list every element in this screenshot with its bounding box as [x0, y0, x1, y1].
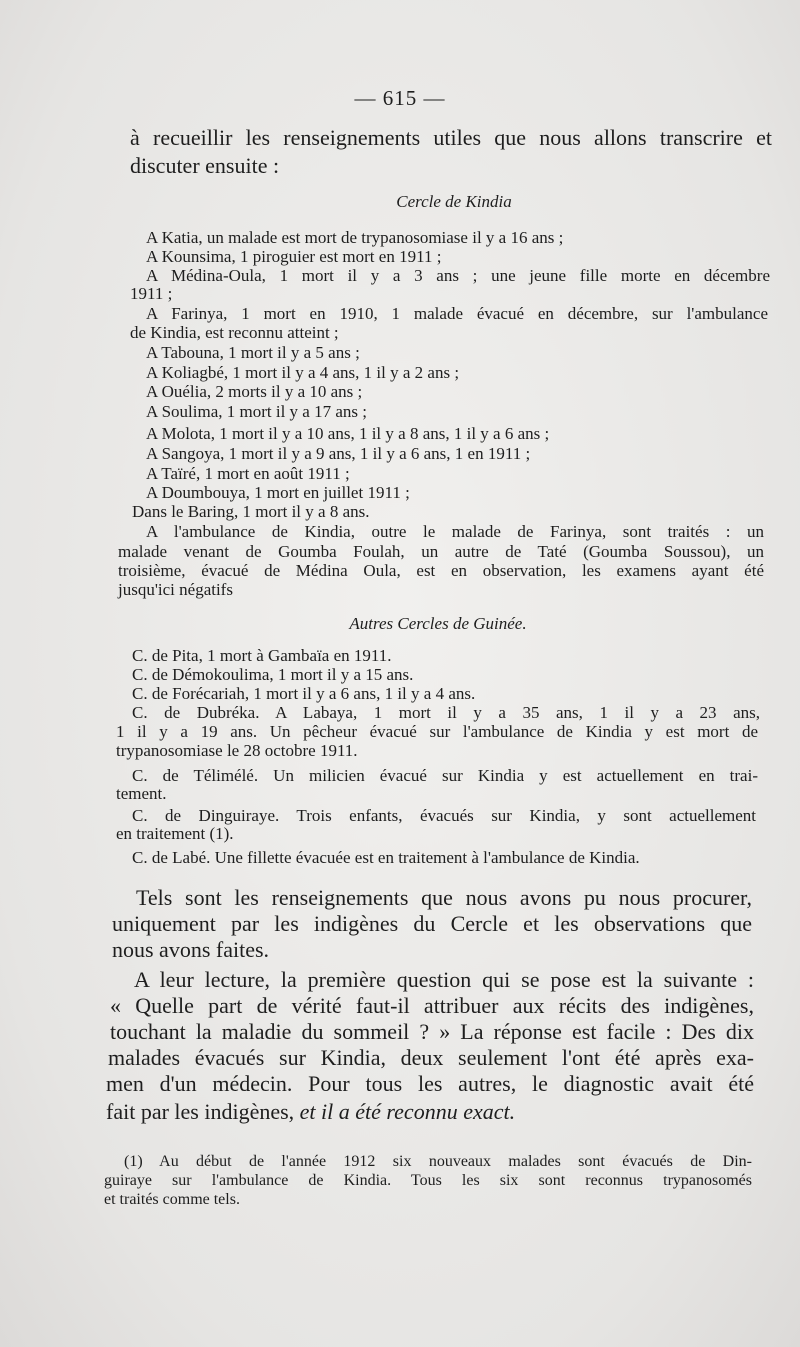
kindia-entry: A l'ambulance de Kindia, outre le malade de Farinya, sont traités : un	[146, 522, 764, 541]
kindia-entry: Dans le Baring, 1 mort il y a 8 ans.	[132, 502, 370, 521]
guinee-entry: C. de Dubréka. A Labaya, 1 mort il y a 35 ans, 1 il y a 23 ans,	[132, 703, 760, 722]
guinee-entry: en traitement (1).	[116, 824, 234, 843]
kindia-entry: A Molota, 1 mort il y a 10 ans, 1 il y a 8 ans, 1 il y a 6 ans ;	[146, 424, 550, 443]
kindia-entry: A Soulima, 1 mort il y a 17 ans ;	[146, 402, 367, 421]
kindia-entry: 1911 ;	[130, 284, 173, 303]
guinee-entry: 1 il y a 19 ans. Un pêcheur évacué sur l'ambulance de Kindia y est mort de	[116, 722, 758, 741]
kindia-entry: A Sangoya, 1 mort il y a 9 ans, 1 il y a 6 ans, 1 en 1911 ;	[146, 444, 531, 463]
page-number: — 615 —	[354, 86, 446, 110]
kindia-entry: A Tabouna, 1 mort il y a 5 ans ;	[146, 343, 360, 362]
section-heading-guinee: Autres Cercles de Guinée.	[349, 614, 527, 633]
body-line: A leur lecture, la première question qui se pose est la suivante :	[134, 967, 754, 992]
kindia-entry: malade venant de Goumba Foulah, un autre de Taté (Goumba Soussou), un	[118, 542, 764, 561]
guinee-entry: C. de Pita, 1 mort à Gambaïa en 1911.	[132, 646, 392, 665]
kindia-entry: A Katia, un malade est mort de trypanosomiase il y a 16 ans ;	[146, 228, 564, 247]
body-line: Tels sont les renseignements que nous avons pu nous procurer,	[136, 885, 752, 910]
guinee-entry: C. de Démokoulima, 1 mort il y a 15 ans.	[132, 665, 414, 684]
guinee-entry: C. de Forécariah, 1 mort il y a 6 ans, 1 il y a 4 ans.	[132, 684, 476, 703]
kindia-entry: jusqu'ici négatifs	[118, 580, 233, 599]
kindia-entry: A Farinya, 1 mort en 1910, 1 malade évacué en décembre, sur l'ambulance	[146, 304, 768, 323]
body-line: malades évacués sur Kindia, deux seulement l'ont été après exa-	[108, 1045, 754, 1070]
kindia-entry: A Doumbouya, 1 mort en juillet 1911 ;	[146, 483, 410, 502]
body-last-line-italic: et il a été reconnu exact.	[299, 1099, 516, 1124]
guinee-entry: trypanosomiase le 28 octobre 1911.	[116, 741, 358, 760]
body-line: uniquement par les indigènes du Cercle et les observations que	[112, 911, 752, 936]
body-line: « Quelle part de vérité faut-il attribuer aux récits des indigènes,	[110, 993, 754, 1018]
body-line: men d'un médecin. Pour tous les autres, le diagnostic avait été	[106, 1071, 754, 1096]
body-line: nous avons faites.	[112, 937, 270, 962]
guinee-entry: tement.	[116, 784, 167, 803]
footnote-line: guiraye sur l'ambulance de Kindia. Tous les six sont reconnus trypanosomés	[104, 1172, 752, 1189]
kindia-entry: A Médina-Oula, 1 mort il y a 3 ans ; une jeune fille morte en décembre	[146, 266, 770, 285]
guinee-entry: C. de Dinguiraye. Trois enfants, évacués sur Kindia, y sont actuellement	[132, 806, 756, 825]
footnote-line: (1) Au début de l'année 1912 six nouveaux malades sont évacués de Din-	[124, 1153, 752, 1170]
section-heading-kindia: Cercle de Kindia	[396, 192, 512, 211]
kindia-entry: de Kindia, est reconnu atteint ;	[130, 323, 339, 342]
kindia-entry: A Ouélia, 2 morts il y a 10 ans ;	[146, 382, 363, 401]
body-line: touchant la maladie du sommeil ? » La réponse est facile : Des dix	[110, 1019, 754, 1044]
body-last-line	[106, 1098, 515, 1126]
guinee-entry: C. de Labé. Une fillette évacuée est en traitement à l'ambulance de Kindia.	[132, 848, 640, 867]
intro-line-1: à recueillir les renseignements utiles que nous allons transcrire et	[130, 125, 772, 150]
intro-line-2: discuter ensuite :	[130, 153, 280, 178]
kindia-entry: A Kounsima, 1 piroguier est mort en 1911 ;	[146, 247, 442, 266]
footnote-line: et traités comme tels.	[104, 1191, 240, 1208]
guinee-entry: C. de Télimélé. Un milicien évacué sur Kindia y est actuellement en trai-	[132, 766, 758, 785]
kindia-entry: A Taïré, 1 mort en août 1911 ;	[146, 464, 350, 483]
body-last-line-start: fait par les indigènes,	[106, 1099, 300, 1124]
kindia-entry: troisième, évacué de Médina Oula, est en observation, les examens ayant été	[118, 561, 764, 580]
kindia-entry: A Koliagbé, 1 mort il y a 4 ans, 1 il y a 2 ans ;	[146, 363, 460, 382]
